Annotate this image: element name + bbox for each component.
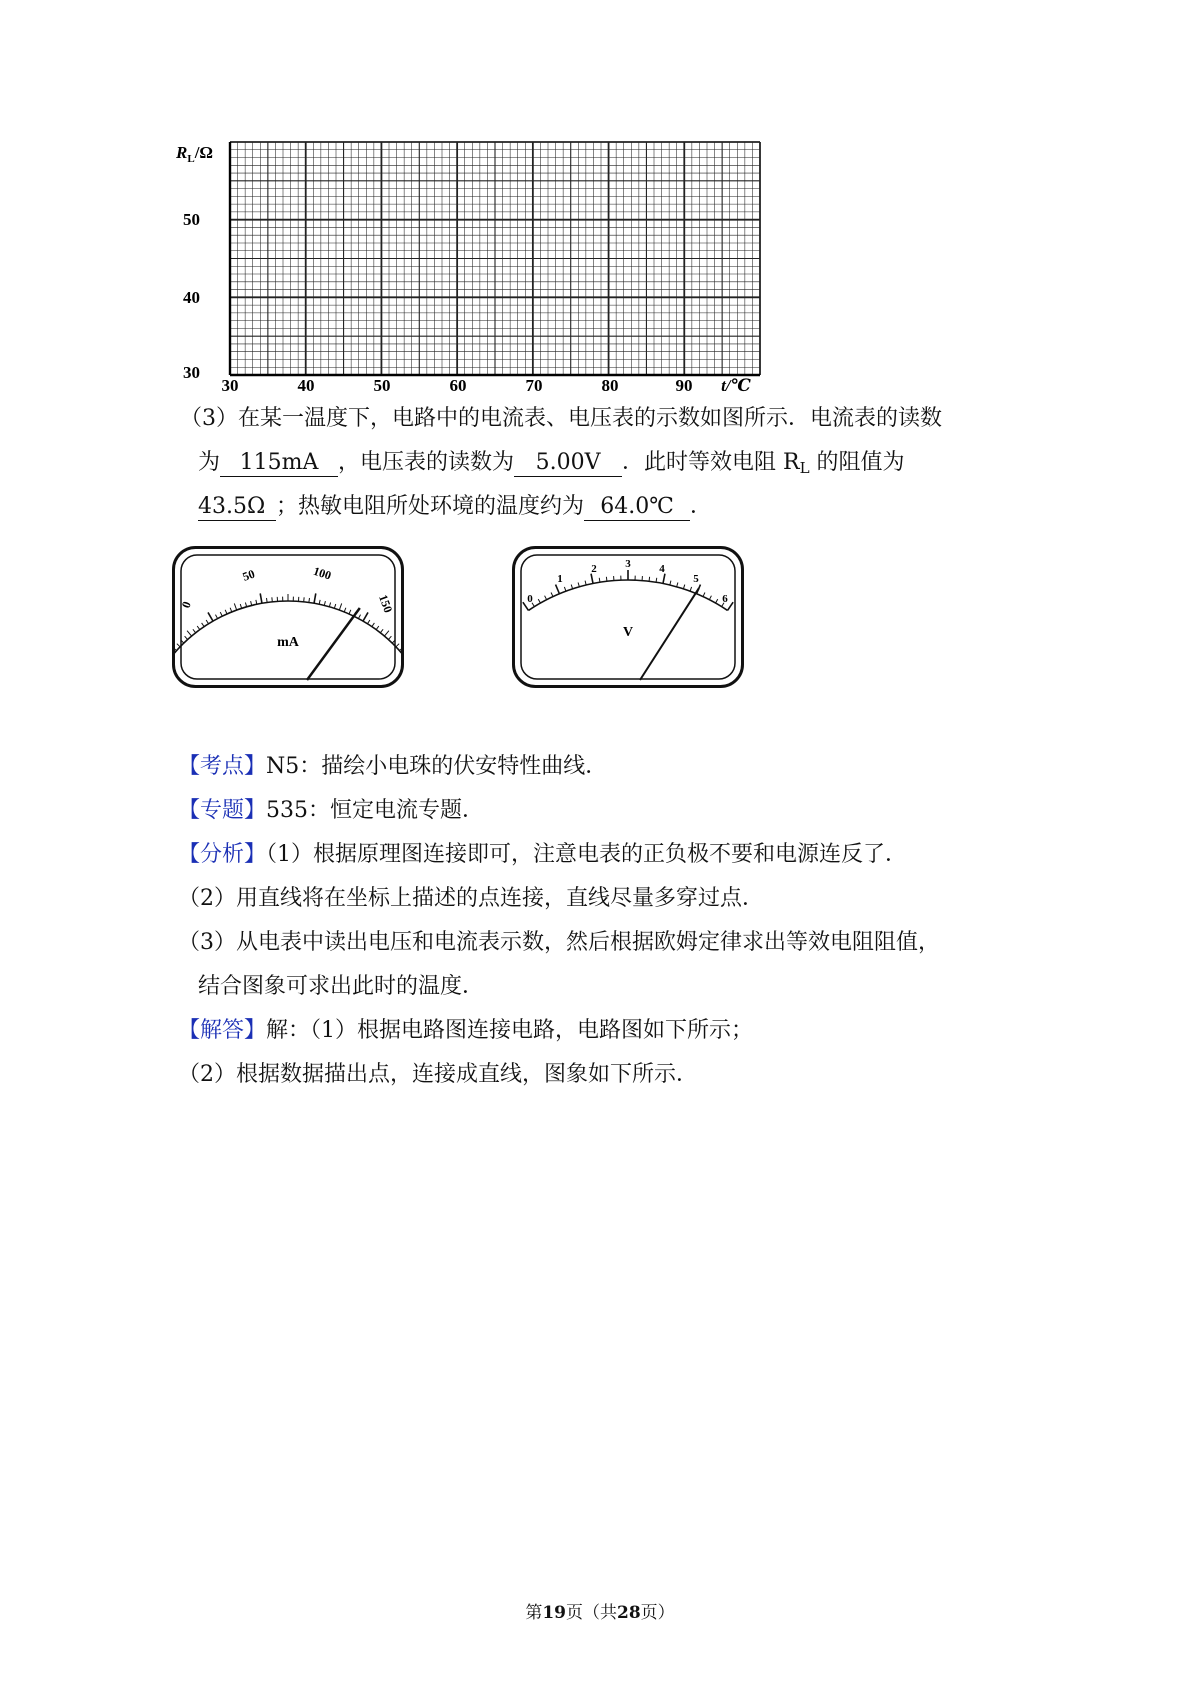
q3-text-end: 的阻值为	[809, 450, 905, 475]
x-tick-40: 40	[297, 376, 315, 395]
x-tick-30: 30	[221, 376, 239, 395]
q3-text-sub: L	[799, 459, 810, 477]
dial-tick	[339, 603, 341, 610]
dial-tick	[388, 636, 391, 639]
ammeter-answer: 115mA	[220, 450, 338, 477]
resistance-temperature-graph	[170, 140, 770, 410]
voltmeter	[512, 546, 744, 688]
x-tick-80: 80	[601, 376, 619, 395]
x-tick-90: 90	[675, 376, 693, 395]
dial-tick	[260, 593, 262, 603]
graph-grid	[230, 142, 760, 375]
dial-tick	[334, 604, 335, 608]
jieda-text-1: 解：（1）根据电路图连接电路，电路图如下所示；	[266, 1018, 754, 1043]
footer-pre: 第	[525, 1603, 543, 1623]
dial-tick	[324, 601, 325, 605]
voltmeter-answer: 5.00V	[514, 450, 622, 477]
q3-text-pre: 为	[198, 450, 221, 475]
dial-tick	[649, 577, 650, 581]
dial-tick	[663, 574, 665, 584]
jieda-line1	[178, 1016, 753, 1046]
dial-tick	[230, 608, 232, 612]
ammeter-tick-100: 100	[311, 563, 333, 583]
fenxi-line2: （2）用直线将在坐标上描述的点连接，直线尽量多穿过点．	[178, 886, 764, 911]
dial-tick	[358, 615, 360, 619]
kaodian-line	[178, 752, 607, 782]
dial-tick	[202, 623, 205, 627]
fenxi-tag: 【分析】	[178, 842, 267, 867]
dial-tick	[193, 629, 196, 633]
dial-tick	[215, 615, 217, 619]
dial-tick	[234, 603, 236, 610]
dial-tick	[372, 623, 375, 627]
dial-tick	[367, 620, 369, 624]
dial-tick	[709, 596, 711, 600]
zhuanti-line	[178, 796, 484, 826]
x-tick-70: 70	[525, 376, 543, 395]
dial-tick	[329, 602, 330, 606]
dial-tick	[251, 601, 252, 605]
question3-line1: （3）在某一温度下，电路中的电流表、电压表的示数如图所示．电流表的读数	[180, 406, 942, 431]
dial-tick	[551, 593, 553, 597]
q3-text-line3-mid: ；热敏电阻所处环境的温度约为	[276, 494, 585, 519]
dial-tick	[683, 585, 684, 589]
voltmeter-tick-4: 4	[659, 563, 665, 575]
dial-tick	[728, 602, 734, 610]
question3-line2	[198, 448, 905, 483]
dial-tick	[206, 620, 208, 624]
x-tick-60: 60	[449, 376, 467, 395]
q3-text-mid: ，电压表的读数为	[338, 450, 515, 475]
dial-tick	[538, 599, 540, 603]
voltmeter-scale	[523, 570, 733, 610]
q3-text-line3-end: ．	[690, 494, 713, 519]
q3-text-post: ．此时等效电阻 R	[622, 450, 800, 475]
footer-post: 页）	[640, 1603, 675, 1623]
dial-tick	[380, 629, 383, 633]
dial-tick	[314, 593, 316, 603]
zhuanti-tag: 【专题】	[178, 798, 267, 823]
voltmeter-tick-2: 2	[591, 563, 597, 575]
dial-tick	[396, 644, 399, 647]
voltmeter-tick-3: 3	[625, 558, 631, 570]
ammeter-needle	[307, 608, 360, 680]
dial-tick	[240, 604, 241, 608]
voltmeter-needle	[640, 588, 699, 680]
dial-tick	[225, 610, 227, 614]
resistance-answer: 43.5Ω	[198, 494, 276, 521]
ammeter-inner-frame	[178, 555, 395, 679]
voltmeter-tick-0: 0	[527, 593, 533, 605]
page-footer	[0, 1598, 1200, 1623]
voltmeter-tick-6: 6	[722, 593, 728, 605]
dial-tick	[545, 596, 547, 600]
dial-tick	[656, 578, 657, 582]
dial-tick	[599, 578, 600, 582]
footer-page-number: 19	[542, 1603, 566, 1623]
dial-tick	[185, 636, 188, 639]
ammeter-unit: mA	[277, 635, 299, 650]
y-axis-label: $R_L/\Omega$	[176, 143, 214, 165]
y-tick-40: 40	[183, 288, 200, 307]
dial-tick	[197, 626, 200, 630]
dial-tick	[266, 598, 267, 602]
kaodian-tag: 【考点】	[178, 754, 267, 779]
footer-total-pages: 28	[617, 1603, 641, 1623]
y-tick-30: 30	[183, 363, 200, 382]
jieda-line2: （2）根据数据描出点，连接成直线，图象如下所示．	[178, 1062, 698, 1087]
dial-tick	[344, 608, 346, 612]
dial-tick	[591, 574, 593, 584]
ammeter-tick-150: 150	[376, 592, 396, 615]
dial-tick	[245, 602, 246, 606]
temperature-answer: 64.0℃	[584, 494, 690, 521]
footer-mid: 页（共	[566, 1603, 617, 1623]
dial-tick	[349, 610, 351, 614]
dial-tick	[703, 593, 705, 597]
ammeter	[172, 546, 404, 688]
x-axis-label: t/℃	[721, 376, 751, 395]
dial-tick	[177, 644, 180, 647]
ammeter-tick-0: 0	[178, 599, 194, 610]
voltmeter-tick-1: 1	[557, 573, 563, 585]
ammeter-tick-50: 50	[240, 566, 257, 584]
dial-tick	[309, 598, 310, 602]
dial-tick	[716, 599, 718, 603]
voltmeter-unit: V	[622, 625, 634, 640]
fenxi-line3: （3）从电表中读出电压和电流表示数，然后根据欧姆定律求出等效电阻阻值，	[178, 930, 940, 955]
dial-tick	[376, 626, 379, 630]
ammeter-outer-frame	[174, 548, 403, 687]
fenxi-text-1: （1）根据原理图连接即可，注意电表的正负极不要和电源连反了．	[266, 842, 908, 867]
dial-tick	[363, 612, 368, 621]
fenxi-line4: 结合图象可求出此时的温度．	[198, 974, 485, 999]
dial-tick	[208, 612, 213, 621]
x-tick-50: 50	[373, 376, 391, 395]
y-tick-50: 50	[183, 210, 200, 229]
dial-tick	[187, 631, 191, 636]
dial-tick	[571, 585, 572, 589]
fenxi-line1	[178, 840, 907, 870]
question3-line3	[198, 492, 712, 522]
jieda-tag: 【解答】	[178, 1018, 267, 1043]
zhuanti-text: 535：恒定电流专题．	[266, 798, 485, 823]
dial-tick	[606, 577, 607, 581]
voltmeter-tick-5: 5	[693, 573, 699, 585]
kaodian-text: N5：描绘小电珠的伏安特性曲线．	[266, 754, 608, 779]
dial-tick	[220, 612, 222, 616]
dial-tick	[556, 585, 560, 594]
dial-tick	[384, 631, 388, 636]
